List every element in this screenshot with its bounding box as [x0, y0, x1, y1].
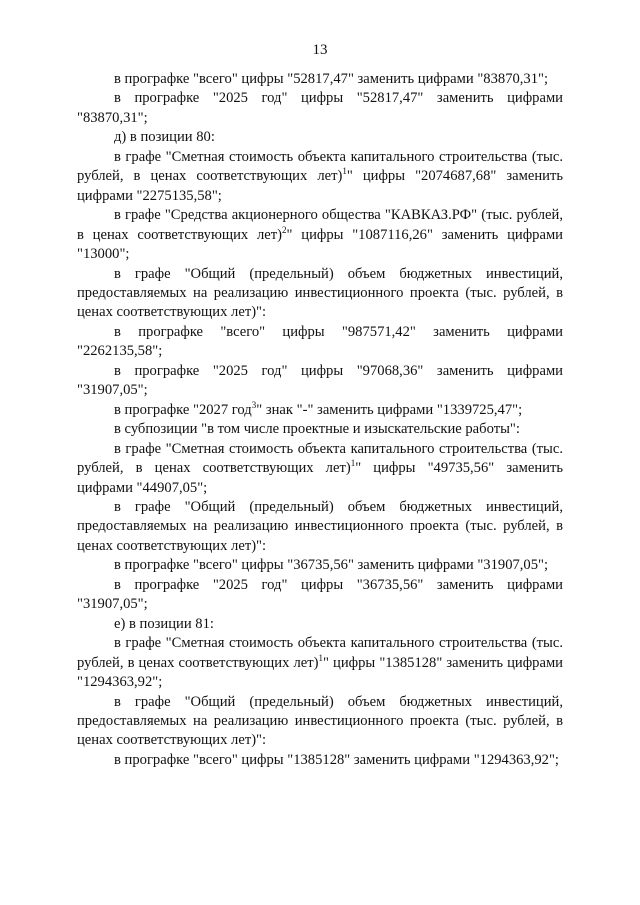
paragraph — [77, 206, 563, 264]
paragraph: е) в позиции 81: — [114, 615, 214, 632]
paragraph-text: в прографке "2027 год — [114, 401, 252, 418]
paragraph: д) в позиции 80: — [114, 129, 215, 146]
paragraph: в графе "Общий (предельный) объем бюджетных инвестиций, предоставляемых на реализацию инвестиционного проекта (тыс. рублей, в ценах соответствующих лет)": — [77, 693, 563, 749]
page-number: 13 — [312, 42, 328, 58]
footnote-marker: 1 — [350, 458, 356, 469]
paragraph-text: " цифры "1087116,26" заменить цифрами "13000"; — [77, 226, 563, 263]
paragraph — [77, 401, 563, 420]
paragraph-text: в графе "Сметная стоимость объекта капитального строительства (тыс. рублей, в ценах соответствующих лет) — [77, 148, 563, 185]
footnote-marker: 1 — [342, 166, 347, 177]
document-body — [77, 70, 563, 770]
paragraph-text: в графе "Сметная стоимость объекта капитального строительства (тыс. рублей, в ценах соответствующих лет) — [77, 635, 563, 671]
paragraph-text: " цифры "49735,56" заменить цифрами "44907,05"; — [77, 460, 563, 496]
footnote-marker: 2 — [282, 224, 287, 235]
paragraph: в прографке "2025 год" цифры "52817,47" заменить цифрами "83870,31"; — [77, 90, 563, 126]
paragraph: в прографке "всего" цифры "36735,56" заменить цифрами "31907,05"; — [114, 557, 549, 574]
paragraph — [77, 634, 563, 692]
paragraph-text: " цифры "1385128" заменить цифрами "1294363,92"; — [77, 654, 563, 691]
paragraph-text: " знак "-" заменить цифрами "1339725,47"; — [256, 401, 523, 418]
paragraph — [77, 440, 563, 498]
paragraph-text: в графе "Средства акционерного общества "КАВКАЗ.РФ" (тыс. рублей, в ценах соответствующих лет) — [77, 207, 563, 243]
footnote-marker: 3 — [251, 399, 257, 410]
paragraph — [77, 148, 563, 206]
paragraph: в прографке "2025 год" цифры "36735,56" заменить цифрами "31907,05"; — [77, 576, 563, 613]
paragraph: в графе "Общий (предельный) объем бюджетных инвестиций, предоставляемых на реализацию инвестиционного проекта (тыс. рублей, в ценах соответствующих лет)": — [77, 498, 563, 554]
paragraph: в прографке "всего" цифры "52817,47" заменить цифрами "83870,31"; — [114, 71, 549, 87]
paragraph: в прографке "всего" цифры "1385128" заменить цифрами "1294363,92"; — [114, 751, 559, 768]
paragraph: в графе "Общий (предельный) объем бюджетных инвестиций, предоставляемых на реализацию инвестиционного проекта (тыс. рублей, в ценах соответствующих лет)": — [77, 265, 563, 321]
paragraph-text: " цифры "2074687,68" заменить цифрами "2275135,58"; — [77, 168, 563, 204]
paragraph: в субпозиции "в том числе проектные и изыскательские работы": — [114, 421, 520, 438]
paragraph: в прографке "всего" цифры "987571,42" заменить цифрами "2262135,58"; — [77, 323, 563, 360]
paragraph: в прографке "2025 год" цифры "97068,36" заменить цифрами "31907,05"; — [77, 362, 563, 399]
paragraph-text: в графе "Сметная стоимость объекта капитального строительства (тыс. рублей, в ценах соответствующих лет) — [77, 440, 563, 477]
footnote-marker: 1 — [318, 652, 323, 663]
